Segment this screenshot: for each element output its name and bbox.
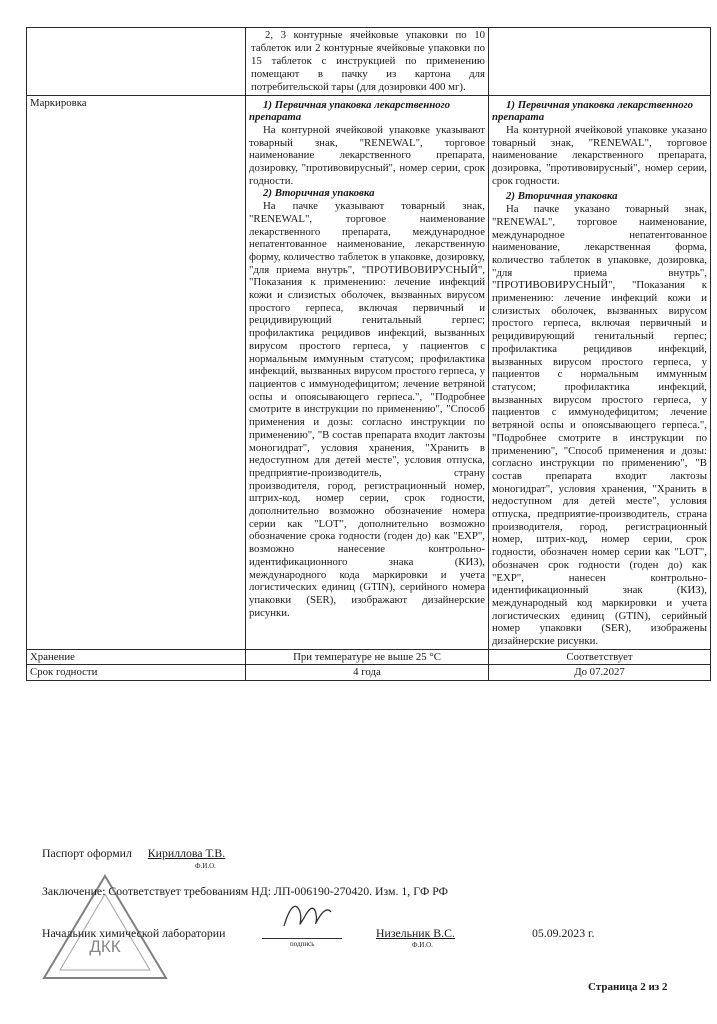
signature-caption: подпись	[290, 940, 315, 948]
date: 05.09.2023 г.	[532, 926, 595, 940]
table-row	[27, 28, 711, 96]
passport-name: Кириллова Т.В.	[147, 846, 226, 860]
signature-stroke	[284, 906, 331, 926]
primary-pack-heading: 1) Первичная упаковка лекарственного препарата	[492, 98, 693, 124]
primary-pack-heading: 1) Первичная упаковка лекарственного препарата	[249, 98, 450, 124]
marking-label: Маркировка	[30, 96, 87, 109]
signature-line	[262, 938, 342, 939]
secondary-pack-text: На пачке указано товарный знак, "RENEWAL", торговое наименование, международное непатентованное наименование, лекарственная форма, количество таблеток в упаковке, дозировка, "для приема внутрь", "ПРОТИВОВИРУСНЫЙ", "Показания к применению: лечение инфекций кожи и слизистых оболочек, вызванных вирусом простого герпеса, включая первичный и рецидивирующий генитальный герпес; профилактика рецидивов инфекций, вызванных вирусом простого герпеса, у пациентов с нормальным иммунным статусом; профилактика инфекций, вызванных вирусом простого герпеса, у пациентов с иммунодефицитом; лечение ветряной оспы и опоясывающего герпеса.", "Подробнее смотрите в инструкции по применению", "Способ применения и дозы: согласно инструкции по применению", "В состав препарата входит лактозы моногидрат", условия хранения, "Хранить в недоступном для детей месте", условия отпуска, предприятие-производитель, страна производителя, город, регистрационный номер, штрих-код, номер серии, срок годности, обозначен номер серии как "LOT", обозначен срок годности (годен до) как "EXP", нанесен контрольно-идентификационный знак (КИЗ), международный код маркировки и учета логистических единиц (GTIN), серийный номер упаковки (SER), изображены дизайнерские рисунки.	[492, 203, 707, 648]
passport-label: Паспорт оформил	[42, 846, 132, 860]
page-number: Страница 2 из 2	[588, 981, 668, 993]
storage-spec: При температуре не выше 25 °С	[246, 649, 489, 665]
signature-image	[276, 896, 336, 936]
head-name: Низельник В.С.	[376, 926, 455, 940]
packaging-cell	[246, 28, 489, 96]
marking-table	[26, 27, 711, 681]
conclusion-label: Заключение:	[42, 884, 106, 898]
table-cell-empty	[489, 28, 711, 96]
storage-result: Соответствует	[489, 649, 711, 665]
secondary-pack-heading: 2) Вторичная упаковка	[263, 187, 375, 200]
conclusion-text: Соответствует требованиям НД: ЛП-006190-270420. Изм. 1, ГФ РФ	[108, 884, 448, 898]
storage-label: Хранение	[27, 649, 246, 665]
head-fio-caption: Ф.И.О.	[412, 941, 433, 949]
table-row	[27, 665, 711, 681]
table-row	[27, 649, 711, 665]
table-cell-empty	[27, 28, 246, 96]
fio-caption: Ф.И.О.	[195, 862, 216, 870]
secondary-pack-heading: 2) Вторичная упаковка	[506, 190, 618, 203]
head-label: Начальник химической лаборатории	[42, 926, 226, 940]
packaging-text: 2, 3 контурные ячейковые упаковки по 10 таблеток или 2 контурные ячейковые упаковки по 15 таблеток с инструкцией по применению помещают в пачку из картона для потребительской тары (для дозировки 400 мг).	[251, 29, 485, 93]
primary-pack-text: На контурной ячейковой упаковке указано товарный знак, "RENEWAL", торговое наименование лекарственного препарата, дозировка, "противовирусный", номер серии, срок годности.	[492, 123, 707, 187]
shelf-life-spec: 4 года	[246, 665, 489, 681]
conclusion-line	[42, 884, 448, 899]
shelf-life-label: Срок годности	[27, 665, 246, 681]
marking-label-cell	[27, 95, 246, 649]
table-row	[27, 95, 711, 649]
shelf-life-result: До 07.2027	[489, 665, 711, 681]
stamp-text: ДКК	[89, 937, 121, 956]
secondary-pack-text: На пачке указывают товарный знак, "RENEWAL", торговое наименование лекарственного препарата, международное непатентованное наименование, лекарственную форму, количество таблеток в упаковке, дозировку, "для приема внутрь", "ПРОТИВОВИРУСНЫЙ", "Показания к применению: лечение инфекций кожи и слизистых оболочек, вызванных вирусом простого герпеса, включая первичный и рецидивирующий генитальный герпес; профилактика рецидивов инфекций, вызванных вирусом простого герпеса, у пациентов с нормальным иммунным статусом; профилактика инфекций, вызванных вирусом простого герпеса, у пациентов с иммунодефицитом; лечение ветряной оспы и опоясывающего герпеса.", "Подробнее смотрите в инструкции по применению", "Способ применения и дозы: согласно инструкции по применению", "В состав препарата входит лактозы моногидрат", условия хранения, "Хранить в недоступном для детей месте", условия отпуска, предприятие-производитель, страну производителя, город, регистрационный номер, штрих-код, номер серии, срок годности, дополнительно возможно обозначение номера серии как "LOT", дополнительно возможно обозначение срока годности (годен до) как "EXP", возможно нанесение контрольно-идентификационного знака (КИЗ), международного кода маркировки и учета логистических единиц (GTIN), серийного номера упаковки (SER), изображают дизайнерские рисунки.	[249, 200, 485, 619]
passport-line	[42, 846, 225, 861]
primary-pack-text: На контурной ячейковой упаковке указывают товарный знак, "RENEWAL", торговое наименование лекарственного препарата, дозировку, "противовирусный", номер серии, срок годности.	[249, 123, 485, 187]
marking-spec-cell	[246, 95, 489, 649]
marking-result-cell	[489, 95, 711, 649]
